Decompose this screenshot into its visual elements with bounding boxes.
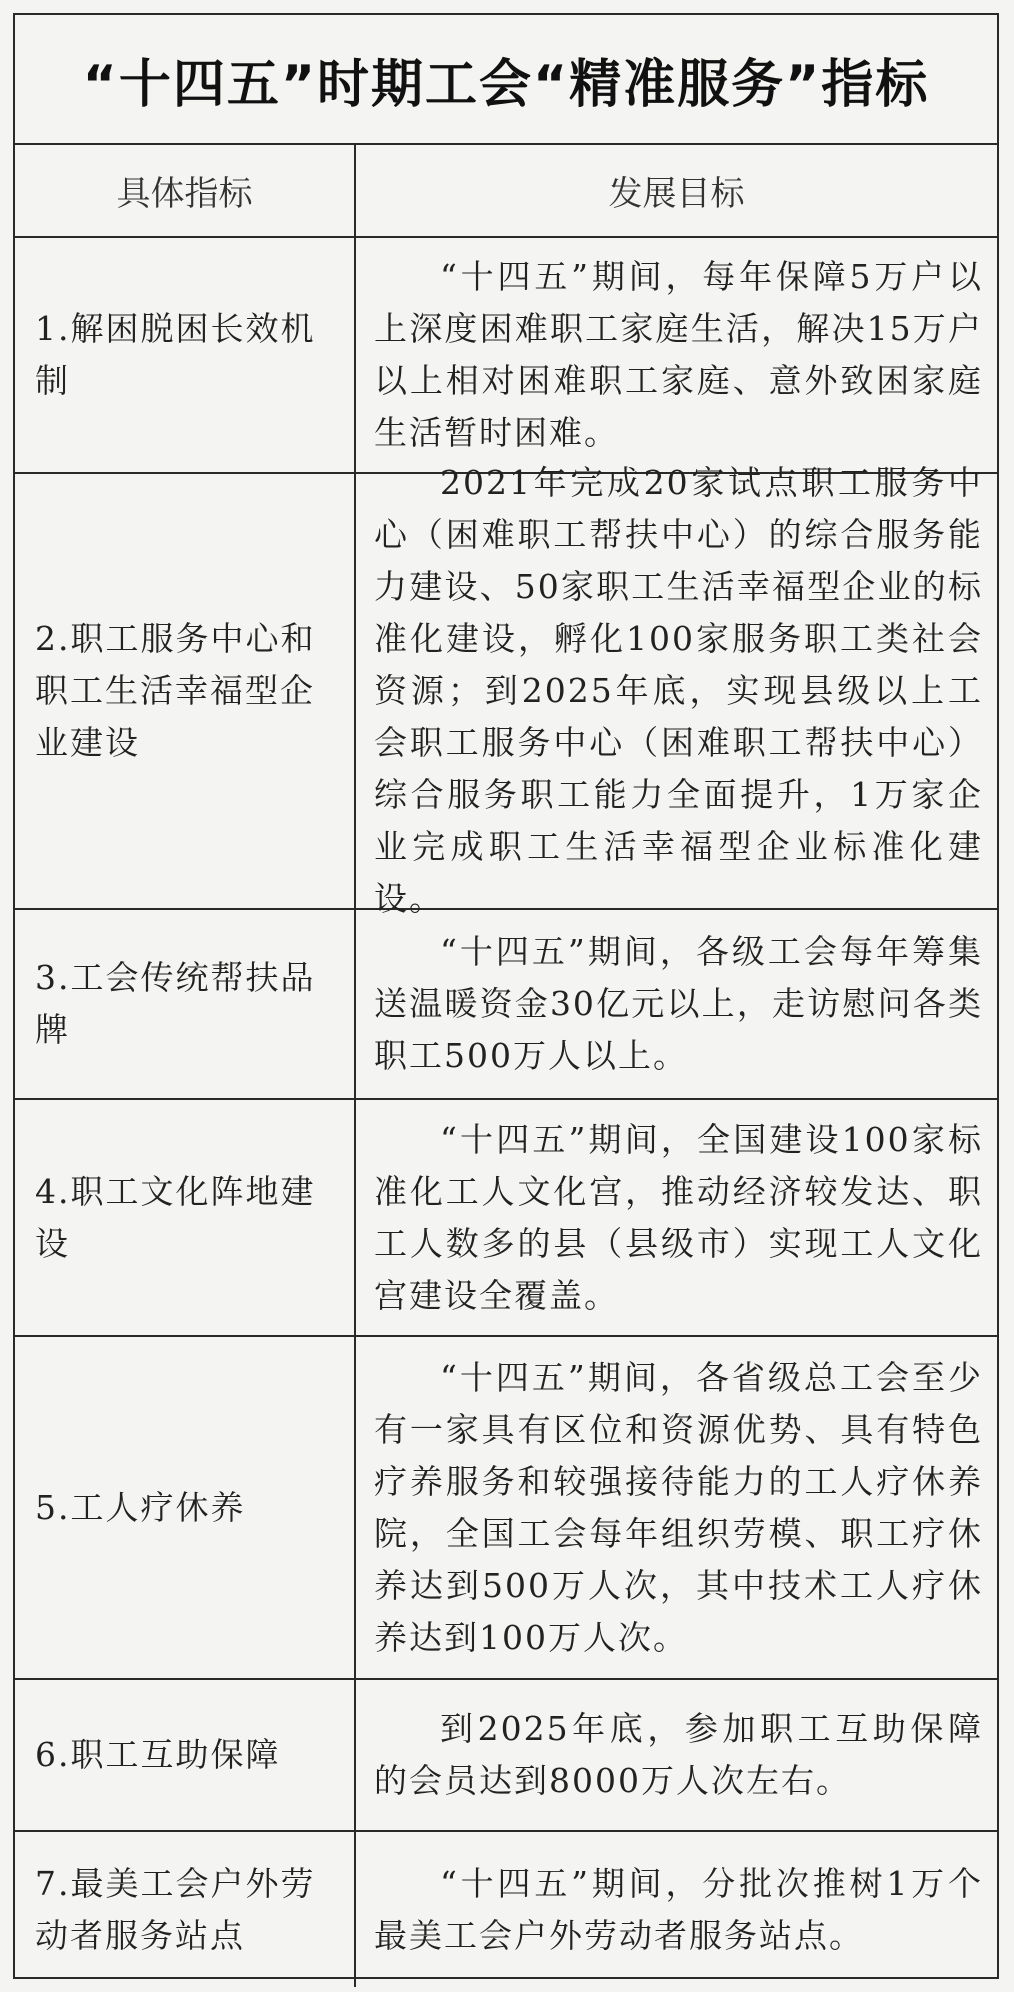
table-title: “十四五”时期工会“精准服务”指标: [15, 15, 997, 145]
row-5-indicator-text: 5.工人疗休养: [35, 1487, 246, 1527]
row-5-indicator: [15, 1337, 356, 1680]
row-1-indicator: [15, 238, 356, 474]
row-6-indicator: [15, 1680, 356, 1832]
row-1-indicator-text: 1.解困脱困长效机制: [35, 309, 316, 400]
row-7-goal: [356, 1832, 997, 1987]
indicator-table: [13, 13, 999, 1979]
row-2-goal: [356, 463, 997, 918]
row-2-indicator-text: 2.职工服务中心和职工生活幸福型企业建设: [35, 619, 316, 762]
row-2-goal-text: 2021年完成20家试点职工服务中心（困难职工帮扶中心）的综合服务能力建设、50家职工生活幸福型企业的标准化建设，孵化100家服务职工类社会资源；到2025年底，实现县级以上工会职工服务中心（困难职工帮扶中心）综合服务职工能力全面提升，1万家企业完成职工生活幸福型企业标准化建设。: [374, 463, 983, 918]
row-6-goal: [356, 1680, 997, 1832]
row-3-goal: [356, 910, 997, 1100]
row-5-goal: [356, 1337, 997, 1680]
column-header-indicator: 具体指标: [15, 145, 356, 238]
row-1-goal-text: “十四五”期间，每年保障5万户以上深度困难职工家庭生活，解决15万户以上相对困难职工家庭、意外致困家庭生活暂时困难。: [374, 257, 983, 452]
row-5-goal-text: “十四五”期间，各省级总工会至少有一家具有区位和资源优势、具有特色疗养服务和较强接待能力的工人疗休养院，全国工会每年组织劳模、职工疗休养达到500万人次，其中技术工人疗休养达到100万人次。: [374, 1357, 983, 1657]
row-4-goal: [356, 1100, 997, 1337]
row-4-indicator: [15, 1100, 356, 1337]
row-3-indicator: [15, 910, 356, 1100]
row-1-goal: [356, 238, 997, 474]
row-7-indicator: [15, 1832, 356, 1987]
column-header-goal: 发展目标: [356, 145, 997, 238]
row-7-indicator-text: 7.最美工会户外劳动者服务站点: [35, 1863, 316, 1955]
row-6-indicator-text: 6.职工互助保障: [35, 1735, 281, 1774]
row-2-indicator: [15, 474, 356, 910]
row-4-goal-text: “十四五”期间，全国建设100家标准化工人文化宫，推动经济较发达、职工人数多的县（县级市）实现工人文化宫建设全覆盖。: [374, 1119, 983, 1315]
row-7-goal-text: “十四五”期间，分批次推树1万个最美工会户外劳动者服务站点。: [374, 1863, 983, 1955]
row-4-indicator-text: 4.职工文化阵地建设: [35, 1171, 316, 1263]
row-3-goal-text: “十四五”期间，各级工会每年筹集送温暖资金30亿元以上，走访慰问各类职工500万人以上。: [374, 932, 983, 1075]
row-3-indicator-text: 3.工会传统帮扶品牌: [35, 958, 316, 1049]
row-6-goal-text: 到2025年底，参加职工互助保障的会员达到8000万人次左右。: [374, 1709, 983, 1800]
